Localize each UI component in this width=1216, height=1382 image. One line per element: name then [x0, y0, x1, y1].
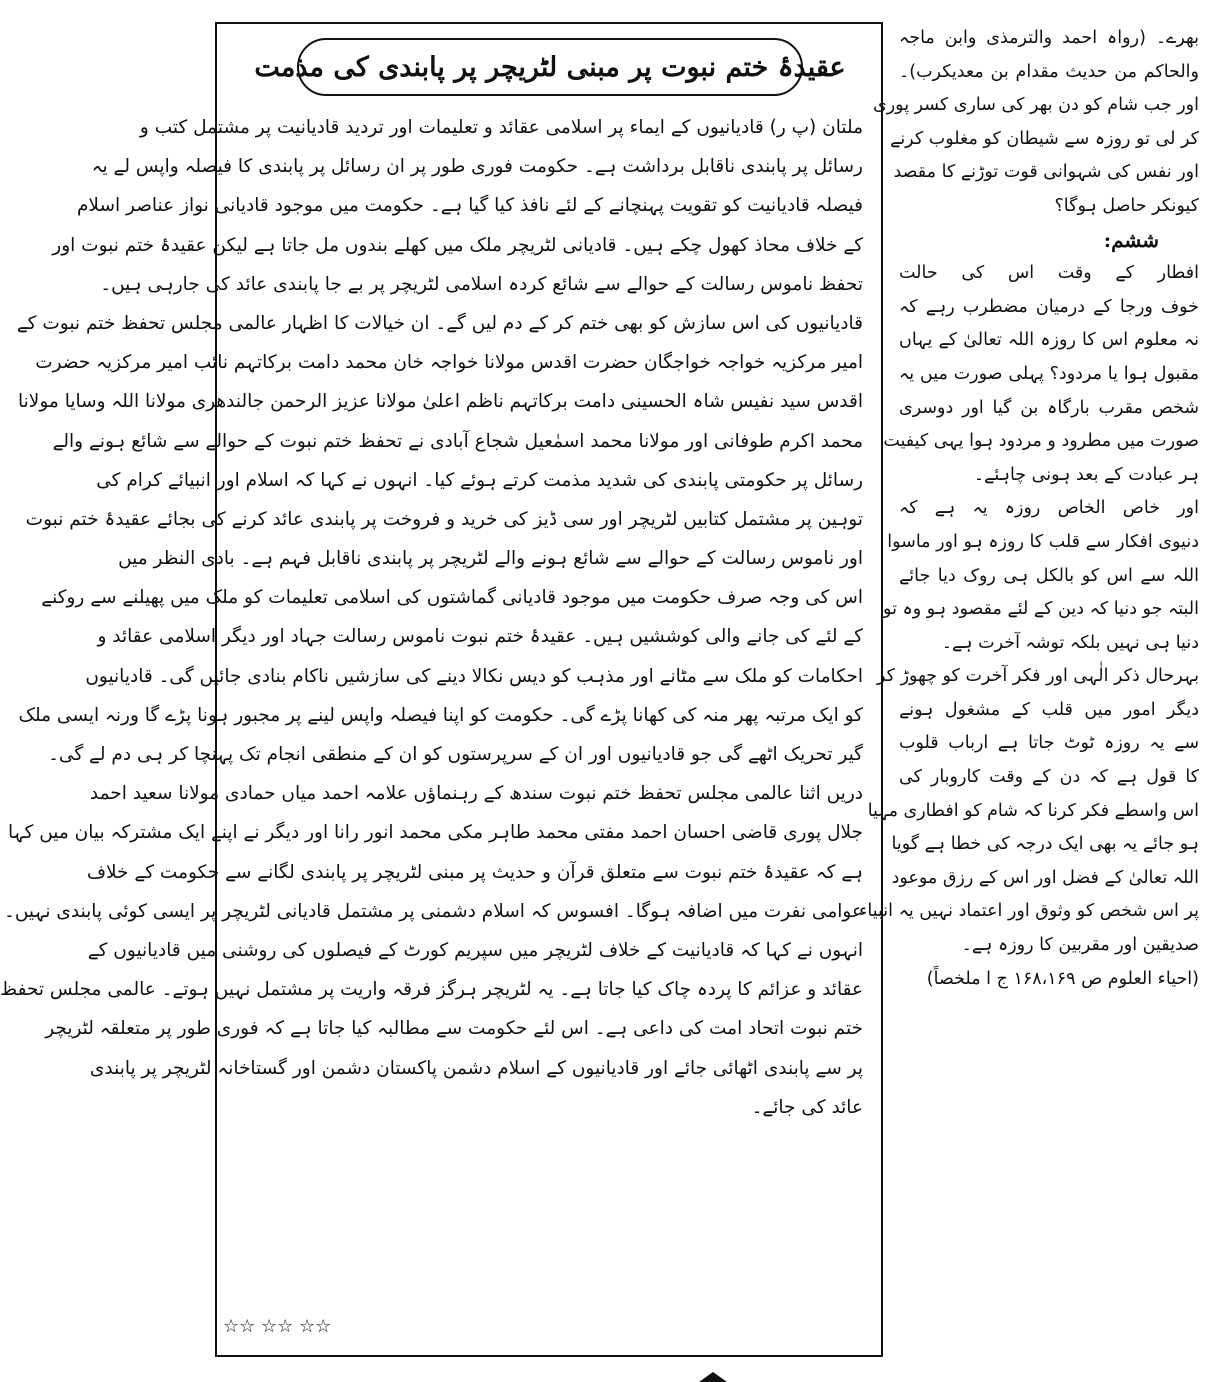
article-line: فیصلہ قادیانیت کو تقویت پہنچانے کے لئے نافذ کیا گیا ہے۔ حکومت میں موجود قادیانی نواز عناصر اسلام — [76, 195, 863, 217]
article-line: انہوں نے کہا کہ قادیانیت کے خلاف لٹریچر میں سپریم کورٹ کے فیصلوں کی روشنی میں قادیانیوں کے — [87, 939, 863, 961]
article-line: ہے کہ عقیدۂ ختم نبوت سے متعلق قرآن و حدیث پر مبنی لٹریچر پر پابندی لگانے سے حکومت کے خلاف — [86, 861, 863, 883]
sidebar-line: ہر عبادت کے بعد ہونی چاہئے۔ — [973, 464, 1199, 485]
article-line: کو ایک مرتبہ پھر منہ کی کھانا پڑے گی۔ حکومت کو اپنا فیصلہ واپس لینے پر مجبور ہونا پڑے گا ورنہ ایسی ملک — [18, 704, 863, 726]
sidebar-line: اللہ سے اس کو بالکل ہی روک دیا جائے — [899, 565, 1199, 586]
sidebar-line: بھرے۔ (رواہ احمد والترمذی وابن ماجہ — [899, 28, 1199, 48]
article-line: کے خلاف محاذ کھول چکے ہیں۔ قادیانی لٹریچر ملک میں کھلے بندوں مل جاتا ہے لیکن عقیدۂ ختم نبوت اور — [52, 234, 863, 256]
sidebar-line: اور جب شام کو دن بھر کی ساری کسر پوری — [873, 95, 1199, 116]
sidebar-line: کر لی تو روزہ سے شیطان کو مغلوب کرنے — [890, 128, 1199, 149]
article-line: رسائل پر حکومتی پابندی کی شدید مذمت کرتے ہوئے کیا۔ انہوں نے کہا کہ اسلام اور انبیائے کرام کی — [96, 469, 863, 491]
sidebar-line: دیگر امور میں قلب کے مشغول ہونے — [899, 699, 1199, 720]
sidebar-line: پر اس شخص کو وثوق اور اعتماد نہیں یہ انبیاء — [859, 901, 1199, 922]
sidebar-line: (احیاء العلوم ص ۱۶۸،۱۶۹ ج ا ملخصاً) — [926, 968, 1199, 989]
article-line: پر سے پابندی اٹھائی جائے اور قادیانیوں کے اسلام دشمن پاکستان دشمن اور گستاخانہ لٹریچر پر پابندی — [89, 1057, 863, 1079]
sidebar-line: مقبول ہوا یا مردود؟ پہلی صورت میں یہ — [899, 363, 1199, 384]
sidebar-column — [859, 22, 1199, 1362]
sidebar-line: دنیا ہی نہیں بلکہ توشہ آخرت ہے۔ — [941, 632, 1199, 653]
sidebar-line: نہ معلوم اس کا روزہ اللہ تعالیٰ کے یہاں — [899, 330, 1199, 351]
article-line: جلال پوری قاضی احسان احمد مفتی محمد طاہر مکی محمد انور رانا اور دیگر نے اپنے ایک مشترکہ بیان میں کہا — [8, 822, 863, 844]
sidebar-line: دنیوی افکار سے قلب کا روزہ ہو اور ماسوا — [887, 531, 1199, 552]
sidebar-line: شخص مقرب بارگاہ بن گیا اور دوسری — [899, 397, 1199, 418]
article-line: اقدس سید نفیس شاہ الحسینی دامت برکاتہم ناظم اعلیٰ مولانا عزیز الرحمن جالندھری مولانا اللہ وسایا مولانا — [18, 391, 863, 413]
article-line: امیر مرکزیہ خواجہ خواجگان حضرت اقدس مولانا خواجہ خان محمد دامت برکاتہم نائب امیر مرکزیہ حضرت — [35, 352, 863, 374]
sidebar-line: البتہ جو دنیا کہ دین کے لئے مقصود ہو وہ تو — [883, 599, 1199, 620]
sidebar-line: خوف ورجا کے درمیان مضطرب رہے کہ — [899, 296, 1199, 317]
sidebar-line: افطار کے وقت اس کی حالت — [899, 263, 1199, 284]
article-line: محمد اکرم طوفانی اور مولانا محمد اسمٰعیل شجاع آبادی نے تحفظ ختم نبوت کے حوالے سے شائع ہونے والے — [52, 430, 863, 452]
sidebar-line: اس واسطے فکر کرنا کہ شام کو افطاری مہیا — [867, 800, 1199, 821]
article-line: اور ناموس رسالت کے حوالے سے شائع ہونے والے لٹریچر پر پابندی ناقابل فہم ہے۔ بادی النظر میں — [118, 548, 863, 570]
sidebar-line: اور نفس کی شہوانی قوت توڑنے کا مقصد — [893, 162, 1199, 183]
article-line: ختم نبوت اتحاد امت کی داعی ہے۔ اس لئے حکومت سے مطالبہ کیا جاتا ہے کہ فوری طور پر متعلقہ لٹریچر — [45, 1018, 863, 1040]
sidebar-line: بہرحال ذکر الٰہی اور فکر آخرت کو چھوڑ کر — [877, 666, 1199, 687]
article-line: رسائل پر پابندی ناقابل برداشت ہے۔ حکومت فوری طور پر ان رسائل پر پابندی کا فیصلہ واپس لے یہ — [91, 156, 863, 178]
article-line: گیر تحریک اٹھے گی جو قادیانیوں اور ان کے سرپرستوں کو ان کے منطقی انجام تک پہنچا کر ہی دم لے گی۔ — [48, 744, 863, 765]
article-line: عقائد و عزائم کا پردہ چاک کیا جاتا ہے۔ یہ لٹریچر ہرگز فرقہ واریت پر مشتمل نہیں ہوتے۔ عالمی مجلس تحفظ — [0, 979, 863, 1001]
sidebar-line: سے یہ روزہ ٹوٹ جاتا ہے ارباب قلوب — [899, 733, 1199, 754]
article-line: عائد کی جائے۔ — [751, 1096, 863, 1118]
article-line: عوامی نفرت میں اضافہ ہوگا۔ افسوس کہ اسلام دشمنی پر مشتمل قادیانی لٹریچر پر ایسی کوئی پابندی نہیں۔ — [4, 900, 863, 922]
sidebar-line: کیونکر حاصل ہوگا؟ — [1054, 195, 1199, 216]
sidebar-line: والحاکم من حدیث مقدام بن معدیکرب)۔ — [899, 61, 1199, 82]
sidebar-line: صورت میں مطرود و مردود ہوا یہی کیفیت — [883, 431, 1199, 452]
article-line: توہین پر مشتمل کتابیں لٹریچر اور سی ڈیز کی خرید و فروخت پر پابندی عائد کرنے کی بجائے عقیدۂ ختم نبوت — [25, 508, 863, 530]
sidebar-line: اور خاص الخاص روزہ یہ ہے کہ — [899, 498, 1199, 519]
article-line: تحفظ ناموس رسالت کے حوالے سے شائع کردہ اسلامی لٹریچر پر بے جا پابندی عائد کی جارہی ہیں۔ — [100, 273, 863, 295]
section-end-stars: ☆☆ ☆☆ ☆☆ — [223, 1316, 332, 1337]
article-box — [0, 22, 883, 1357]
article-line: احکامات کو ملک سے مٹانے اور مذہب کو دیس نکالا دینے کی سازشیں ناکام بنادی جائیں گی۔ قادیانیوں — [85, 665, 863, 687]
sidebar-line: صدیقین اور مقربین کا روزہ ہے۔ — [961, 935, 1199, 956]
page-bottom-marker — [699, 1372, 727, 1382]
sidebar-line: اللہ تعالیٰ کے فضل اور اس کے رزق موعود — [891, 867, 1199, 888]
sidebar-line: ہو جائے یہ بھی ایک درجہ کی خطا ہے گویا — [891, 834, 1199, 855]
article-line: اس کی وجہ صرف حکومت میں موجود قادیانی گماشتوں کی اسلامی تعلیمات کو ملک میں پھیلنے سے روکنے — [41, 587, 863, 609]
article-line: دریں اثنا عالمی مجلس تحفظ ختم نبوت سندھ کے رہنماؤں علامہ احمد میاں حمادی مولانا سعید احمد — [89, 783, 863, 805]
article-line: ملتان (پ ر) قادیانیوں کے ایماء پر اسلامی عقائد و تعلیمات اور تردید قادیانیت پر مشتمل کتب و — [139, 117, 863, 138]
sidebar-heading: ششم: — [1103, 227, 1159, 252]
article-line: قادیانیوں کی اس سازش کو بھی ختم کر کے دم لیں گے۔ ان خیالات کا اظہار عالمی مجلس تحفظ ختم نبوت کے — [16, 312, 863, 334]
sidebar-line: کا قول ہے کہ دن کے وقت کاروبار کی — [899, 767, 1199, 788]
article-headline: عقیدۂ ختم نبوت پر مبنی لٹریچر پر پابندی کی مذمت — [297, 38, 803, 96]
article-line: کے لئے کی جانے والی کوششیں ہیں۔ عقیدۂ ختم نبوت ناموس رسالت جہاد اور دیگر اسلامی عقائد و — [97, 626, 863, 648]
article-body — [0, 108, 863, 1348]
